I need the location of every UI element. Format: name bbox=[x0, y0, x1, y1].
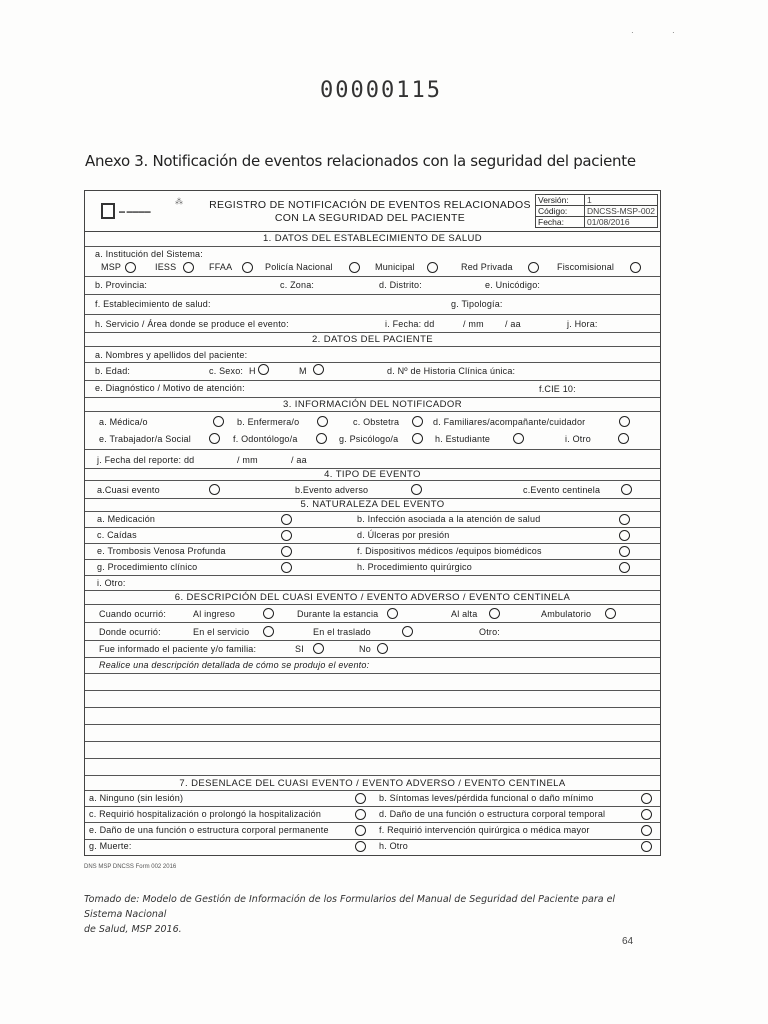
form-header bbox=[85, 191, 660, 232]
sexo-h-radio[interactable] bbox=[258, 364, 269, 375]
ffaa-radio[interactable] bbox=[242, 262, 253, 273]
edad-field[interactable]: b. Edad: bbox=[95, 366, 131, 376]
diagnosis-row bbox=[85, 381, 660, 398]
section-2-title: 2. DATOS DEL PACIENTE bbox=[85, 333, 660, 347]
procedimiento-quirurgico-radio[interactable] bbox=[619, 562, 630, 573]
donde-otro-field[interactable]: Otro: bbox=[479, 627, 501, 637]
unicodigo-field[interactable]: e. Unicódigo: bbox=[485, 280, 541, 290]
notifier-rows: a. Médica/o b. Enfermera/o c. Obstetra d. Familiares/acompañante/cuidador e. Trabajador/a Social f. Odontólogo/a g. Psicólogo/a h. Estudiante i. Otro bbox=[85, 412, 660, 450]
en-servicio-radio[interactable] bbox=[263, 626, 274, 637]
sintomas-leves-radio[interactable] bbox=[641, 793, 652, 804]
speck: · bbox=[672, 28, 675, 37]
caidas-radio[interactable] bbox=[281, 530, 292, 541]
historia-field[interactable]: d. Nº de Historia Clínica única: bbox=[387, 366, 516, 376]
naturaleza-otro-field[interactable]: i. Otro: bbox=[97, 578, 126, 588]
estudiante-radio[interactable] bbox=[513, 433, 524, 444]
al-ingreso-radio[interactable] bbox=[263, 608, 274, 619]
outcome-row-4: g. Muerte: h. Otro bbox=[85, 840, 660, 855]
dispositivos-radio[interactable] bbox=[619, 546, 630, 557]
location-row bbox=[85, 277, 660, 295]
nature-other-row bbox=[85, 576, 660, 591]
nature-row-4: g. Procedimiento clínico h. Procedimiento quirúrgico bbox=[85, 560, 660, 576]
infeccion-radio[interactable] bbox=[619, 514, 630, 525]
when-row: Cuando ocurrió: Al ingreso Durante la estancia Al alta Ambulatorio bbox=[85, 605, 660, 623]
medico-radio[interactable] bbox=[213, 416, 224, 427]
nombres-field[interactable]: a. Nombres y apellidos del paciente: bbox=[95, 350, 248, 360]
description-line[interactable] bbox=[85, 691, 660, 708]
enfermera-radio[interactable] bbox=[317, 416, 328, 427]
form-footnote: DNS MSP DNCSS Form 002 2016 bbox=[84, 864, 177, 870]
outcome-row-1: a. Ninguno (sin lesión) b. Síntomas leves/pérdida funcional o daño mínimo bbox=[85, 791, 660, 807]
diagnostico-field[interactable]: e. Diagnóstico / Motivo de atención: bbox=[95, 383, 245, 393]
familiares-radio[interactable] bbox=[619, 416, 630, 427]
ambulatorio-radio[interactable] bbox=[605, 608, 616, 619]
ulceras-radio[interactable] bbox=[619, 530, 630, 541]
nature-row-3: e. Trombosis Venosa Profunda f. Dispositivos médicos /equipos biomédicos bbox=[85, 544, 660, 560]
outcome-row-3: e. Daño de una función o estructura corporal permanente f. Requirió intervención quirúrgica o médica mayor bbox=[85, 823, 660, 840]
description-line[interactable] bbox=[85, 725, 660, 742]
servicio-field[interactable]: h. Servicio / Área donde se produce el evento: bbox=[95, 319, 289, 329]
distrito-field[interactable]: d. Distrito: bbox=[379, 280, 422, 290]
psicologo-radio[interactable] bbox=[412, 433, 423, 444]
msp-radio[interactable] bbox=[125, 262, 136, 273]
speck: · bbox=[631, 28, 634, 37]
section-5-title: 5. NATURALEZA DEL EVENTO bbox=[85, 499, 660, 512]
cuasi-evento-radio[interactable] bbox=[209, 484, 220, 495]
informed-row: Fue informado el paciente y/o familia: SI No bbox=[85, 641, 660, 658]
cie-field[interactable]: f.CIE 10: bbox=[539, 384, 576, 394]
intervencion-radio[interactable] bbox=[641, 825, 652, 836]
notification-form bbox=[84, 190, 661, 856]
odontologo-radio[interactable] bbox=[316, 433, 327, 444]
nature-row-2: c. Caídas d. Úlceras por presión bbox=[85, 528, 660, 544]
event-type-row: a.Cuasi evento b.Evento adverso c.Evento centinela bbox=[85, 481, 660, 499]
where-row: Donde ocurrió: En el servicio En el traslado Otro: bbox=[85, 623, 660, 641]
description-prompt-row: Realice una descripción detallada de cómo se produjo el evento: bbox=[85, 658, 660, 674]
description-line[interactable] bbox=[85, 674, 660, 691]
annex-title: Anexo 3. Notificación de eventos relacionados con la seguridad del paciente bbox=[85, 152, 636, 170]
obstetra-radio[interactable] bbox=[412, 416, 423, 427]
section-3-title: 3. INFORMACIÓN DEL NOTIFICADOR bbox=[85, 398, 660, 412]
tipologia-field[interactable]: g. Tipología: bbox=[451, 299, 503, 309]
procedimiento-clinico-radio[interactable] bbox=[281, 562, 292, 573]
fecha-reporte-field[interactable]: j. Fecha del reporte: dd bbox=[97, 455, 195, 465]
report-date-row: j. Fecha del reporte: dd / mm / aa bbox=[85, 450, 660, 469]
source-note: Tomado de: Modelo de Gestión de Información de los Formularios del Manual de Seguridad del Paciente para el Sistema Nacional de Salud, MSP 2016. bbox=[84, 894, 616, 935]
zona-field[interactable]: c. Zona: bbox=[280, 280, 315, 290]
description-line[interactable] bbox=[85, 708, 660, 725]
medicacion-radio[interactable] bbox=[281, 514, 292, 525]
otro-notificador-radio[interactable] bbox=[618, 433, 629, 444]
iess-radio[interactable] bbox=[183, 262, 194, 273]
trombosis-radio[interactable] bbox=[281, 546, 292, 557]
section-4-title: 4. TIPO DE EVENTO bbox=[85, 469, 660, 481]
ninguno-radio[interactable] bbox=[355, 793, 366, 804]
informado-no-radio[interactable] bbox=[377, 643, 388, 654]
form-title: REGISTRO DE NOTIFICACIÓN DE EVENTOS RELACIONADOS CON LA SEGURIDAD DEL PACIENTE bbox=[209, 199, 531, 224]
establecimiento-field[interactable]: f. Establecimiento de salud: bbox=[95, 299, 211, 309]
otro-desenlace-radio[interactable] bbox=[641, 841, 652, 852]
service-row: h. Servicio / Área donde se produce el evento: i. Fecha: dd / mm / aa j. Hora: bbox=[85, 315, 660, 333]
fiscomisional-radio[interactable] bbox=[630, 262, 641, 273]
evento-adverso-radio[interactable] bbox=[411, 484, 422, 495]
description-line[interactable] bbox=[85, 742, 660, 759]
section-6-title: 6. DESCRIPCIÓN DEL CUASI EVENTO / EVENTO ADVERSO / EVENTO CENTINELA bbox=[85, 591, 660, 605]
ministry-logo-icon: ▬ ▬▬▬▬ ⁂ bbox=[101, 201, 181, 223]
patient-info-row: b. Edad: c. Sexo: H M d. Nº de Historia Clínica única: bbox=[85, 363, 660, 381]
municipal-radio[interactable] bbox=[427, 262, 438, 273]
provincia-field[interactable]: b. Provincia: bbox=[95, 280, 148, 290]
nature-row-1: a. Medicación b. Infección asociada a la atención de salud bbox=[85, 512, 660, 528]
outcome-row-2: c. Requirió hospitalización o prolongó la hospitalización d. Daño de una función o estructura corporal temporal bbox=[85, 807, 660, 823]
establishment-row bbox=[85, 295, 660, 315]
red-privada-radio[interactable] bbox=[528, 262, 539, 273]
dano-permanente-radio[interactable] bbox=[355, 825, 366, 836]
durante-estancia-radio[interactable] bbox=[387, 608, 398, 619]
muerte-radio[interactable] bbox=[355, 841, 366, 852]
informado-si-radio[interactable] bbox=[313, 643, 324, 654]
page-number: 64 bbox=[622, 936, 634, 947]
serial-number: 00000115 bbox=[320, 78, 442, 103]
hora-field[interactable]: j. Hora: bbox=[567, 319, 598, 329]
version-box: Versión: 1 Código: DNCSS-MSP-002 Fecha: 01/08/2016 bbox=[535, 194, 658, 228]
fecha-field[interactable]: i. Fecha: dd bbox=[385, 319, 435, 329]
al-alta-radio[interactable] bbox=[489, 608, 500, 619]
sexo-m-radio[interactable] bbox=[313, 364, 324, 375]
institution-row: a. Institución del Sistema: MSP IESS FFAA Policía Nacional Municipal Red Privada Fiscomisional bbox=[85, 247, 660, 277]
section-7-title: 7. DESENLACE DEL CUASI EVENTO / EVENTO ADVERSO / EVENTO CENTINELA bbox=[85, 776, 660, 791]
trabajador-social-radio[interactable] bbox=[209, 433, 220, 444]
hospitalizacion-radio[interactable] bbox=[355, 809, 366, 820]
patient-name-row bbox=[85, 347, 660, 363]
description-line[interactable] bbox=[85, 759, 660, 776]
policia-radio[interactable] bbox=[349, 262, 360, 273]
dano-temporal-radio[interactable] bbox=[641, 809, 652, 820]
en-traslado-radio[interactable] bbox=[402, 626, 413, 637]
section-1-title: 1. DATOS DEL ESTABLECIMIENTO DE SALUD bbox=[85, 232, 660, 247]
evento-centinela-radio[interactable] bbox=[621, 484, 632, 495]
